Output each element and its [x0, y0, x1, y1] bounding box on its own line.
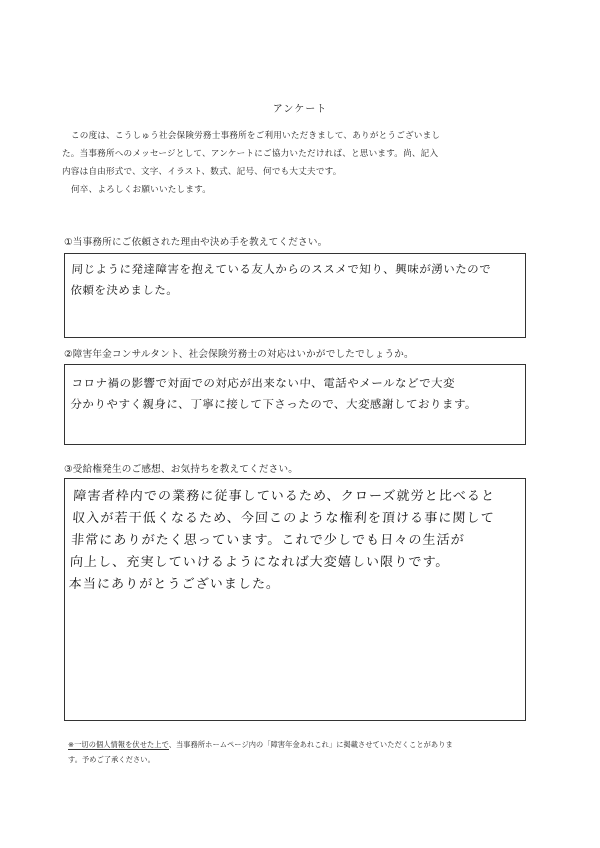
question-1-answer-box — [64, 253, 526, 338]
page-title: アンケート — [272, 104, 328, 115]
intro-text — [62, 127, 540, 199]
answer-line: 向上し、充実していけるようになれば大変嬉しい限りです。 — [69, 555, 450, 570]
answer-line: 分かりやすく親身に、丁寧に接して下さったので、大変感謝しております。 — [70, 397, 478, 411]
answer-line: 依頼を決めました。 — [70, 283, 179, 297]
intro-line: た。当事務所へのメッセージとして、アンケートにご協力いただければ、と思います。尚、記入 — [62, 149, 439, 159]
question-3-answer-box — [64, 478, 526, 721]
answer-line: 非常にありがたく思っています。これで少しでも日々の生活が — [70, 533, 466, 548]
question-3-answer — [68, 486, 522, 596]
intro-line: 何卒、よろしくお願いいたします。 — [71, 185, 212, 195]
footnote — [68, 737, 538, 767]
question-2-label: ②障害年金コンサルタント、社会保険労務士の対応はいかがでしたでしょうか。 — [64, 349, 414, 360]
answer-line: 同じように発達障害を抱えている友人からのススメで知り、興味が湧いたので — [71, 262, 492, 276]
footnote-underlined: ※一切の個人情報を伏せた上で — [68, 740, 169, 749]
question-2-answer-box — [64, 364, 526, 445]
footnote-text-line2: す。予めご了承ください。 — [68, 755, 155, 764]
answer-line: 障害者枠内での業務に従事しているため、クローズ就労と比べると — [72, 489, 496, 504]
footnote-text: 、当事務所ホームページ内の「障害年金あれこれ」に掲載させていただくことがありま — [168, 740, 453, 749]
answer-line: 本当にありがとうございました。 — [68, 577, 281, 592]
answer-line: 収入が若干低くなるため、今回このような権利を頂ける事に関して — [71, 511, 496, 526]
intro-line: 内容は自由形式で、文字、イラスト、数式、記号、何でも大丈夫です。 — [62, 167, 342, 177]
question-1-answer — [70, 259, 520, 301]
question-1-label: ①当事務所にご依頼された理由や決め手を教えてください。 — [64, 237, 328, 248]
answer-line: コロナ禍の影響で対面での対応が出来ない中、電話やメールなどで大変 — [71, 376, 456, 390]
intro-line: この度は、こうしゅう社会保険労務士事務所をご利用いただきまして、ありがとうございまし — [71, 131, 441, 141]
question-3-label: ③受給権発生のご感想、お気持ちを教えてください。 — [64, 464, 299, 475]
question-2-answer — [70, 373, 520, 415]
